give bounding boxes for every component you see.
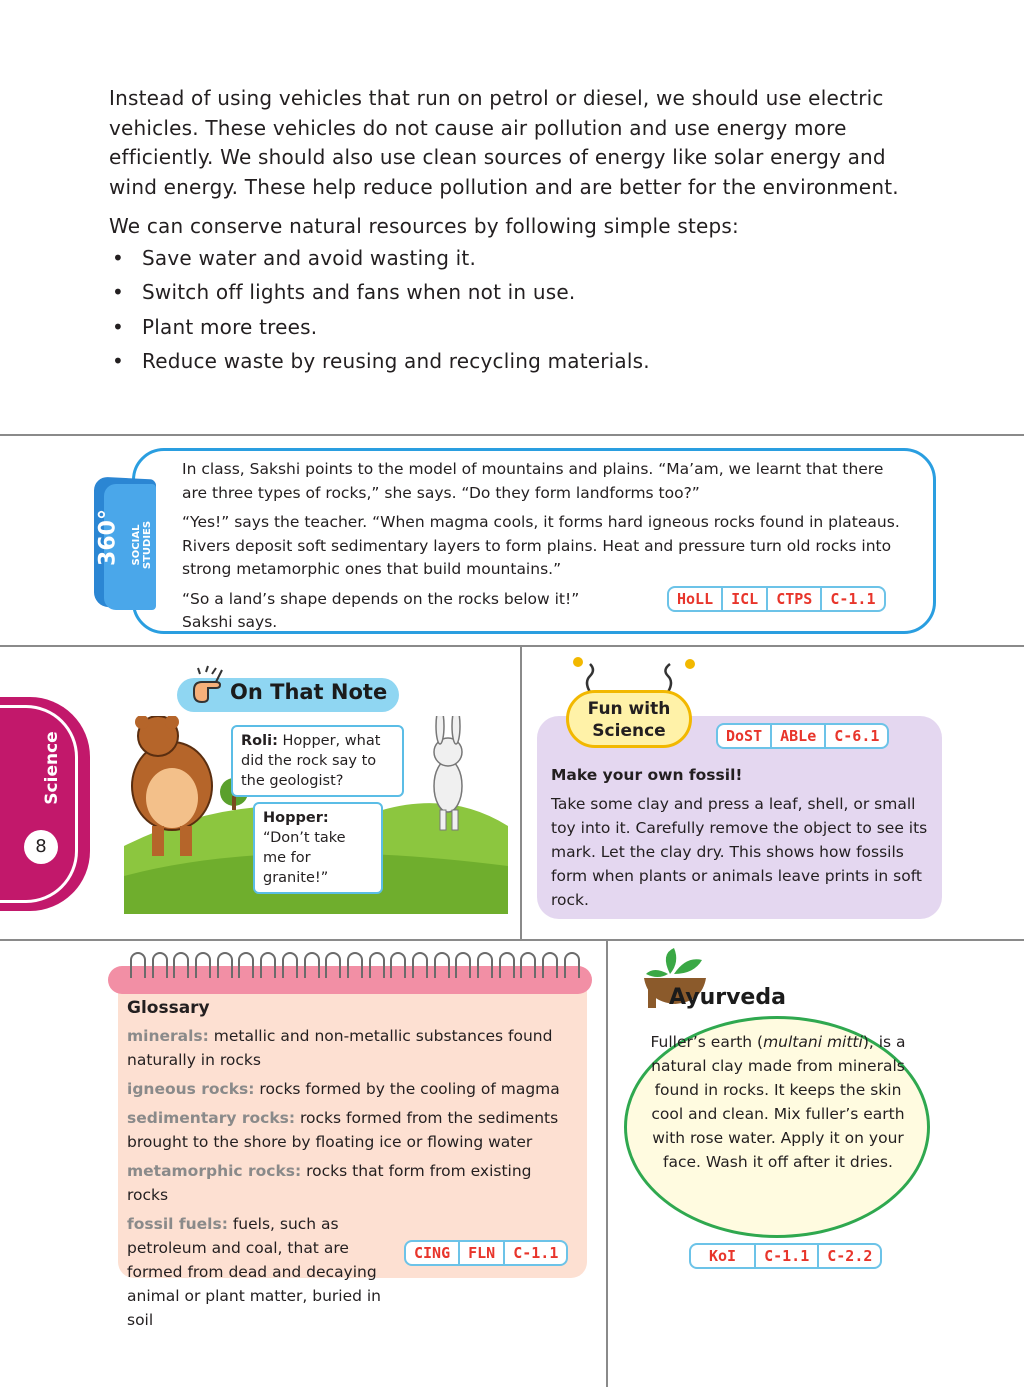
badge-label-2: STUDIES (142, 520, 153, 570)
intro-paragraph-1: Instead of using vehicles that run on petrol or diesel, we should use electric vehicles. These vehicles do not cause air pollution and use energy more efficiently. We should also use clean sources of energy like solar energy and wind energy. These help reduce pollution and are better for the environment. (109, 86, 899, 199)
glossary-definition: fuels, such as petroleum and coal, that are formed from dead and decaying animal or plant matter, buried in soil (127, 1215, 382, 1329)
page-number: 8 (24, 830, 58, 864)
ayurveda-text-start: Fuller’s earth ( (650, 1033, 764, 1051)
list-item: • Plant more trees. (109, 313, 919, 343)
code-tag: C-2.2 (827, 1247, 873, 1265)
intro-section (109, 84, 919, 382)
glossary-entries (127, 1024, 577, 1337)
code-tag: CING (406, 1242, 460, 1264)
fws-badge-line-2: Science (592, 721, 666, 741)
ayurveda-text-end: ), is a natural clay made from minerals found in rocks. It keeps the skin cool and clean. Mix fuller’s earth with rose water. Apply it on your face. Wash it off after it dries. (651, 1033, 906, 1171)
code-tag: FLN (460, 1242, 505, 1264)
glossary-entry (127, 1159, 577, 1207)
glossary-term: minerals: (127, 1027, 209, 1045)
divider-lower (0, 939, 1024, 941)
glossary-term: sedimentary rocks: (127, 1109, 296, 1127)
code-tag: ICL (723, 588, 768, 610)
roli-speech-bubble (231, 725, 404, 797)
code-tag: CTPS (768, 588, 822, 610)
ayurveda-codes (689, 1243, 882, 1269)
code-tag: C-1.1 (756, 1245, 819, 1267)
code-tag: DoST (718, 725, 772, 747)
social-studies-para-2: “Yes!” says the teacher. “When magma cools, it forms hard igneous rocks found in plateaus. Rivers deposit soft sedimentary layers to form plains. Heat and pressure turn old rocks into strong metamorphic ones that build mountains.” (182, 513, 900, 578)
list-item: • Reduce waste by reusing and recycling materials. (109, 347, 919, 377)
ayurveda-text-italic: multani mitti (763, 1033, 863, 1051)
glossary-entry (127, 1024, 577, 1072)
hopper-dialogue: “Don’t take me for granite!” (263, 830, 346, 886)
badge-label-1: SOCIAL (131, 524, 142, 566)
social-studies-text (182, 458, 912, 641)
divider-vertical-upper (520, 645, 522, 940)
fun-with-science-codes (716, 723, 889, 749)
subject-label: Science (42, 731, 62, 805)
glossary-entry (127, 1212, 407, 1332)
glossary-codes (404, 1240, 568, 1266)
list-item: • Save water and avoid wasting it. (109, 244, 919, 274)
pointing-hand-icon (186, 664, 230, 708)
fun-with-science-heading: Make your own fossil! (551, 766, 743, 784)
code-tag: C-1.1 (830, 590, 876, 608)
divider-top (0, 434, 1024, 436)
badge-social-studies (131, 505, 153, 585)
fws-badge-line-1: Fun with (587, 699, 671, 719)
glossary-title: Glossary (127, 998, 210, 1018)
ayurveda-text (650, 1030, 906, 1174)
list-item: • Switch off lights and fans when not in use. (109, 278, 919, 308)
glossary-definition: rocks that form from existing rocks (127, 1162, 532, 1204)
glossary-term: metamorphic rocks: (127, 1162, 302, 1180)
code-tag: C-1.1 (513, 1244, 559, 1262)
badge-360: 360° (95, 509, 121, 566)
intro-paragraph-2: We can conserve natural resources by following simple steps: (109, 214, 739, 238)
social-studies-codes (667, 586, 886, 612)
fun-with-science-badge (566, 690, 692, 748)
glossary-entry (127, 1106, 577, 1154)
glossary-definition: metallic and non-metallic substances found naturally in rocks (127, 1027, 553, 1069)
glossary-entry (127, 1077, 577, 1101)
social-studies-para-3: “So a land’s shape depends on the rocks below it!” Sakshi says. (182, 589, 580, 631)
notebook-rings (130, 952, 580, 978)
glossary-definition: rocks formed by the cooling of magma (254, 1080, 560, 1098)
glossary-term: igneous rocks: (127, 1080, 255, 1098)
roli-dialogue: Hopper, what did the rock say to the geologist? (241, 733, 381, 789)
code-tag: C-6.1 (834, 727, 880, 745)
code-tag: HoLL (669, 588, 723, 610)
glossary-term: fossil fuels: (127, 1215, 228, 1233)
code-tag: KoI (691, 1245, 756, 1267)
social-studies-para-1: In class, Sakshi points to the model of mountains and plains. “Ma’am, we learnt that there are three types of rocks,” she says. “Do they form landforms too?” (182, 460, 884, 502)
conservation-steps-list (109, 244, 919, 377)
divider-vertical-lower (606, 939, 608, 1387)
glossary-definition: rocks formed from the sediments brought to the shore by floating ice or flowing water (127, 1109, 559, 1151)
side-tab-border (0, 705, 78, 903)
on-that-note-title: On That Note (230, 680, 388, 704)
hopper-speech-bubble (253, 802, 383, 894)
divider-middle (0, 645, 1024, 647)
roli-name: Roli: (241, 733, 278, 749)
ayurveda-title: Ayurveda (669, 985, 786, 1010)
code-tag: ABLe (772, 725, 826, 747)
hopper-name: Hopper: (263, 810, 329, 826)
fun-with-science-text: Take some clay and press a leaf, shell, or small toy into it. Carefully remove the object to see its mark. Let the clay dry. This shows how fossils form when plants or animals leave prints in soft rock. (551, 795, 928, 909)
